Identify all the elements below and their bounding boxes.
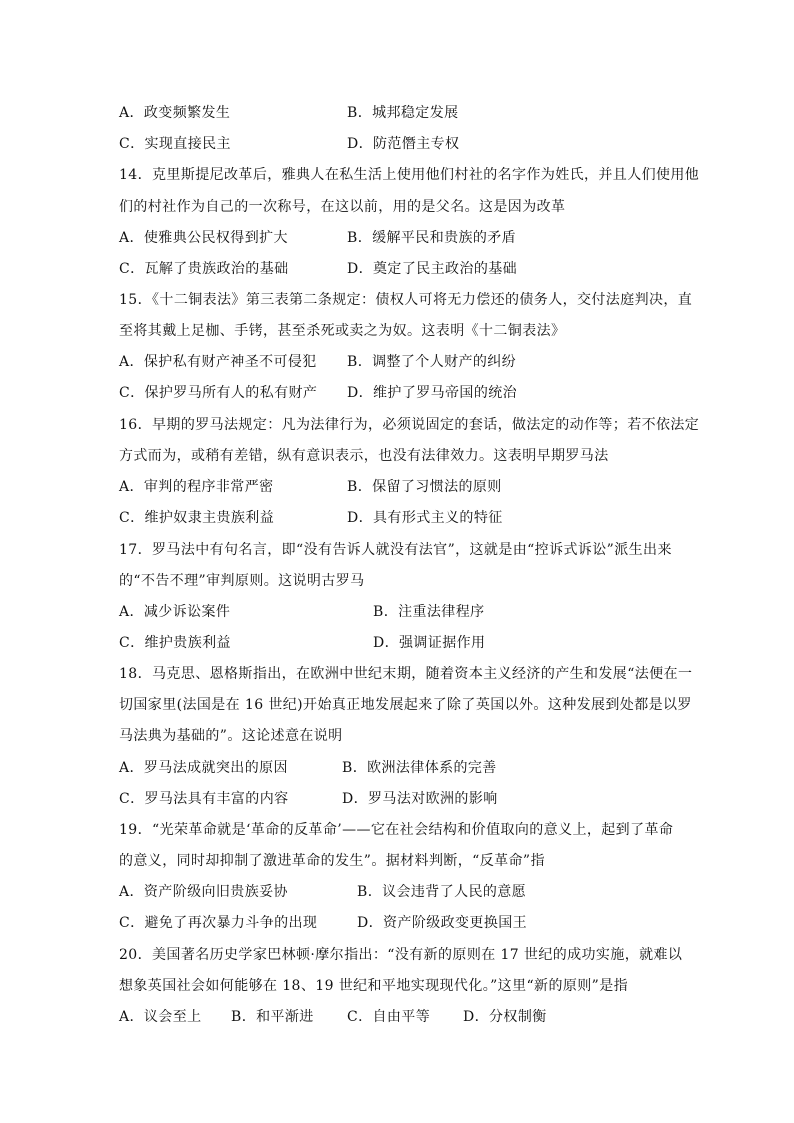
q14-option-c: C．瓦解了贵族政治的基础: [119, 261, 289, 277]
q13-option-c: C．实现直接民主: [119, 136, 231, 152]
q17-option-b: B．注重法律程序: [373, 604, 485, 620]
q14-stem-line-1: 14．克里斯提尼改革后，雅典人在私生活上使用他们村社的名字作为姓氏，并且人们使用他: [119, 167, 700, 183]
q17-option-d: D．强调证据作用: [373, 635, 486, 651]
q19-option-d: D．资产阶级政变更换国王: [357, 915, 528, 931]
q15-option-b: B．调整了个人财产的纠纷: [347, 354, 517, 370]
q16-stem-line-2: 方式而为，或稍有差错，纵有意识表示，也没有法律效力。这表明早期罗马法: [119, 448, 609, 464]
q16-stem-line-1: 16．早期的罗马法规定：凡为法律行为，必须说固定的套话，做法定的动作等；若不依法定: [119, 417, 700, 433]
q18-stem-line-3: 马法典为基础的”。这论述意在说明: [119, 728, 343, 744]
q15-option-d: D．维护了罗马帝国的统治: [347, 385, 518, 401]
q16-option-a: A．审判的程序非常严密: [119, 479, 274, 495]
q14-option-b: B．缓解平民和贵族的矛盾: [347, 230, 517, 246]
q18-option-c: C．罗马法具有丰富的内容: [119, 791, 289, 807]
q18-stem-line-2: 切国家里(法国是在 16 世纪)开始真正地发展起来了除了英国以外。这种发展到处都是以罗: [119, 697, 692, 713]
q18-option-d: D．罗马法对欧洲的影响: [342, 791, 498, 807]
q14-option-a: A．使雅典公民权得到扩大: [119, 230, 288, 246]
q16-option-c: C．维护奴隶主贵族利益: [119, 510, 275, 526]
q19-option-b: B．议会违背了人民的意愿: [357, 884, 527, 900]
q15-option-c: C．保护罗马所有人的私有财产: [119, 385, 318, 401]
q16-option-d: D．具有形式主义的特征: [347, 510, 503, 526]
q16-option-b: B．保留了习惯法的原则: [347, 479, 502, 495]
q17-stem-line-1: 17．罗马法中有句名言，即“没有告诉人就没有法官”，这就是由“控诉式诉讼”派生出来: [119, 542, 672, 558]
q17-option-a: A．减少诉讼案件: [119, 604, 231, 620]
q19-stem-line-1: 19．“光荣革命就是‘革命的反革命’——它在社会结构和价值取向的意义上，起到了革命: [119, 822, 674, 838]
q20-option-b: B．和平渐进: [231, 1009, 314, 1025]
q20-stem-line-1: 20．美国著名历史学家巴林顿·摩尔指出：“没有新的原则在 17 世纪的成功实施，就难以: [119, 947, 683, 963]
q20-option-d: D．分权制衡: [463, 1009, 547, 1025]
q13-option-d: D．防范僭主专权: [347, 136, 460, 152]
q15-option-a: A．保护私有财产神圣不可侵犯: [119, 354, 317, 370]
q18-stem-line-1: 18．马克思、恩格斯指出，在欧洲中世纪末期，随着资本主义经济的产生和发展“法便在一: [119, 666, 693, 682]
q19-stem-line-2: 的意义，同时却抑制了激进革命的发生”。据材料判断，“反革命”指: [119, 853, 545, 869]
q17-option-c: C．维护贵族利益: [119, 635, 231, 651]
q20-option-c: C．自由平等: [347, 1009, 431, 1025]
q19-option-c: C．避免了再次暴力斗争的出现: [119, 915, 318, 931]
q13-option-a: A．政变频繁发生: [119, 105, 231, 121]
q14-option-d: D．奠定了民主政治的基础: [347, 261, 518, 277]
q20-option-a: A．议会至上: [119, 1009, 202, 1025]
q15-stem-line-2: 至将其戴上足枷、手铐，甚至杀死或卖之为奴。这表明《十二铜表法》: [119, 323, 566, 339]
q13-option-b: B．城邦稳定发展: [347, 105, 459, 121]
q17-stem-line-2: 的“不告不理”审判原则。这说明古罗马: [119, 573, 365, 589]
q18-option-a: A．罗马法成就突出的原因: [119, 760, 288, 776]
q18-option-b: B．欧洲法律体系的完善: [342, 760, 497, 776]
q20-stem-line-2: 想象英国社会如何能够在 18、19 世纪和平地实现现代化。”这里“新的原则”是指: [119, 978, 628, 994]
q19-option-a: A．资产阶级向旧贵族妥协: [119, 884, 288, 900]
q15-stem-line-1: 15．《十二铜表法》第三表第二条规定：债权人可将无力偿还的债务人，交付法庭判决，直: [119, 292, 693, 308]
q14-stem-line-2: 们的村社作为自己的一次称号，在这以前，用的是父名。这是因为改革: [119, 199, 566, 215]
